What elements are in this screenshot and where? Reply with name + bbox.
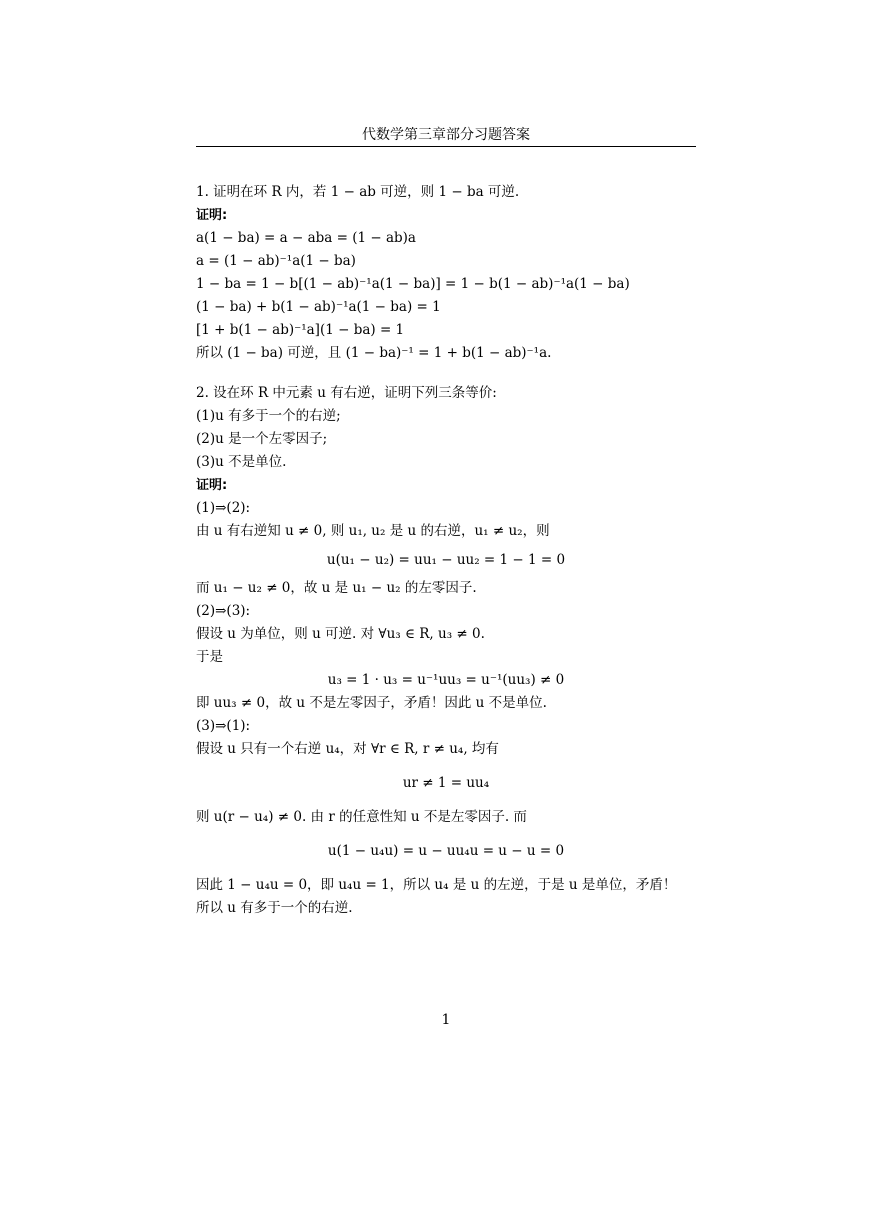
implication-heading: (2)⇒(3): xyxy=(196,603,251,619)
proof-label: 证明: xyxy=(196,478,228,493)
display-equation: u(u₁ − u₂) = uu₁ − uu₂ = 1 − 1 = 0 xyxy=(326,552,566,568)
display-equation: u(1 − u₄u) = u − uu₄u = u − u = 0 xyxy=(327,843,565,859)
problem-2-statement: 2. 设在环 R 中元素 u 有右逆，证明下列三条等价: xyxy=(196,385,497,401)
display-equation: u₃ = 1 · u₃ = u⁻¹uu₃ = u⁻¹(uu₃) ≠ 0 xyxy=(327,672,565,688)
proof-line: a = (1 − ab)⁻¹a(1 − ba) xyxy=(196,253,356,269)
proof-text: 由 u 有右逆知 u ≠ 0, 则 u₁, u₂ 是 u 的右逆，u₁ ≠ u₂，则 xyxy=(196,523,550,539)
problem-1-statement: 1. 证明在环 R 内，若 1 − ab 可逆，则 1 − ba 可逆. xyxy=(196,184,520,200)
proof-label: 证明: xyxy=(196,208,228,223)
proof-line: [1 + b(1 − ab)⁻¹a](1 − ba) = 1 xyxy=(196,322,405,338)
condition-item: (2)u 是一个左零因子; xyxy=(196,431,328,447)
header-rule xyxy=(196,146,696,147)
proof-conclusion: 所以 (1 − ba) 可逆，且 (1 − ba)⁻¹ = 1 + b(1 − ab)⁻¹a. xyxy=(196,345,552,361)
proof-text: 因此 1 − u₄u = 0，即 u₄u = 1，所以 u₄ 是 u 的左逆，于是 u 是单位，矛盾！ xyxy=(196,877,677,893)
proof-line: 1 − ba = 1 − b[(1 − ab)⁻¹a(1 − ba)] = 1 − b(1 − ab)⁻¹a(1 − ba) xyxy=(196,276,630,292)
proof-text: 而 u₁ − u₂ ≠ 0，故 u 是 u₁ − u₂ 的左零因子. xyxy=(196,580,477,596)
proof-line: (1 − ba) + b(1 − ab)⁻¹a(1 − ba) = 1 xyxy=(196,299,441,315)
display-equation: ur ≠ 1 = uu₄ xyxy=(402,775,490,791)
proof-text: 假设 u 为单位，则 u 可逆. 对 ∀u₃ ∈ R, u₃ ≠ 0. xyxy=(196,626,485,642)
section-gap xyxy=(196,365,706,382)
implication-heading: (1)⇒(2): xyxy=(196,500,251,516)
proof-text: 即 uu₃ ≠ 0，故 u 不是左零因子，矛盾！因此 u 不是单位. xyxy=(196,695,547,711)
document-body xyxy=(196,181,706,920)
proof-line: a(1 − ba) = a − aba = (1 − ab)a xyxy=(196,230,416,246)
page-header-title: 代数学第三章部分习题答案 xyxy=(362,127,530,143)
proof-text: 于是 xyxy=(196,649,223,665)
proof-text: 则 u(r − u₄) ≠ 0. 由 r 的任意性知 u 不是左零因子. 而 xyxy=(196,809,527,825)
proof-text: 假设 u 只有一个右逆 u₄，对 ∀r ∈ R, r ≠ u₄, 均有 xyxy=(196,741,499,757)
page-number: 1 xyxy=(441,1012,451,1028)
condition-item: (1)u 有多于一个的右逆; xyxy=(196,408,341,424)
proof-conclusion: 所以 u 有多于一个的右逆. xyxy=(196,900,353,916)
condition-item: (3)u 不是单位. xyxy=(196,454,287,470)
implication-heading: (3)⇒(1): xyxy=(196,718,251,734)
